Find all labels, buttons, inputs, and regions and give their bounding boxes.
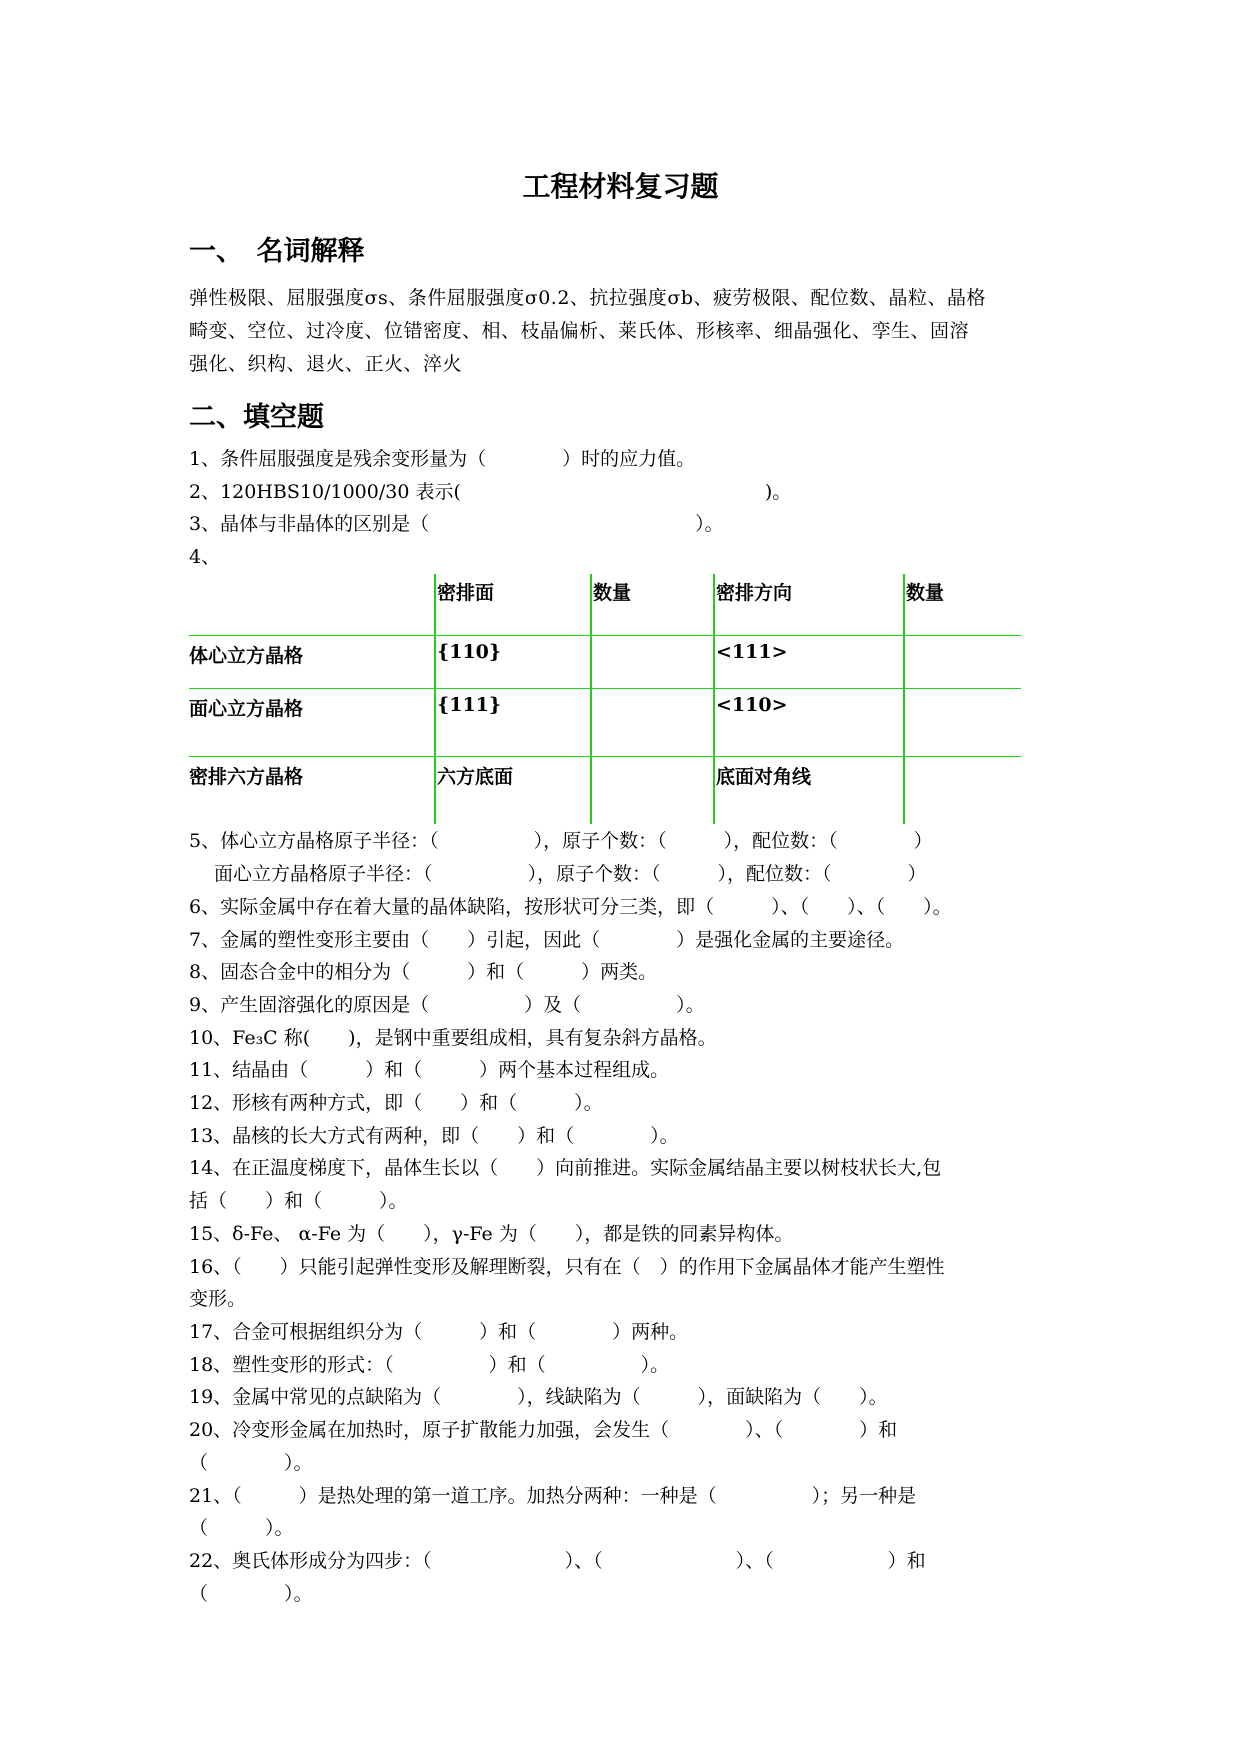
question: 15、δ-Fe、 α-Fe 为（ ），γ-Fe 为（ ），都是铁的同素异构体。 — [189, 1223, 794, 1245]
table-cell: {111} — [437, 694, 502, 716]
question: 14、在正温度梯度下，晶体生长以（ ）向前推进。实际金属结晶主要以树枝状长大,包 — [189, 1157, 942, 1179]
question: 4、 — [189, 546, 221, 568]
question: 22、奥氏体形成分为四步：（ ）、（ ）、（ ）和 — [189, 1550, 926, 1572]
table-cell: 六方底面 — [437, 766, 514, 788]
question: 12、形核有两种方式，即（ ）和（ ）。 — [189, 1092, 603, 1114]
table-row-label: 密排六方晶格 — [189, 766, 304, 788]
question: 17、合金可根据组织分为（ ）和（ ）两种。 — [189, 1321, 689, 1343]
table-cell: <110> — [716, 694, 788, 716]
question: （ ）。 — [189, 1517, 294, 1539]
question: （ ）。 — [189, 1452, 313, 1474]
table-rule — [713, 574, 715, 824]
question: 19、金属中常见的点缺陷为（ ），线缺陷为（ ），面缺陷为（ ）。 — [189, 1386, 888, 1408]
question: 5、体心立方晶格原子半径：（ ），原子个数：（ ），配位数：（ ） — [189, 830, 933, 852]
table-rule — [189, 635, 1021, 636]
question: 18、塑性变形的形式：（ ）和（ ）。 — [189, 1354, 670, 1376]
terms-line: 强化、织构、退火、正火、淬火 — [189, 353, 463, 375]
page-title: 工程材料复习题 — [522, 170, 719, 203]
section-heading-fill-blank: 二、填空题 — [189, 402, 324, 433]
question: 11、结晶由（ ）和（ ）两个基本过程组成。 — [189, 1059, 670, 1081]
question: 13、晶核的长大方式有两种，即（ ）和（ ）。 — [189, 1125, 679, 1147]
question: （ ）。 — [189, 1583, 313, 1605]
table-cell: {110} — [437, 641, 502, 663]
table-header: 数量 — [593, 582, 632, 604]
question: 括（ ）和（ ）。 — [189, 1190, 408, 1212]
question: 20、冷变形金属在加热时，原子扩散能力加强，会发生（ ）、（ ）和 — [189, 1419, 898, 1441]
question: 16、（ ）只能引起弹性变形及解理断裂，只有在（ ）的作用下金属晶体才能产生塑性 — [189, 1256, 945, 1278]
table-rule — [189, 688, 1021, 689]
table-row-label: 面心立方晶格 — [189, 698, 304, 720]
table-rule — [903, 574, 905, 824]
terms-paragraph — [189, 282, 1065, 381]
table-cell: 底面对角线 — [716, 766, 812, 788]
terms-line: 弹性极限、屈服强度σs、条件屈服强度σ0.2、抗拉强度σb、疲劳极限、配位数、晶粒、晶格 — [189, 287, 987, 309]
table-cell: <111> — [716, 641, 788, 663]
question: 9、产生固溶强化的原因是（ ）及（ ）。 — [189, 994, 705, 1016]
table-header: 密排方向 — [716, 582, 793, 604]
question: 2、120HBS10/1000/30 表示( )。 — [189, 481, 792, 503]
terms-line: 畸变、空位、过冷度、位错密度、相、枝晶偏析、莱氏体、形核率、细晶强化、孪生、固溶 — [189, 320, 970, 342]
table-rule — [434, 574, 436, 824]
question: 7、金属的塑性变形主要由（ ）引起，因此（ ）是强化金属的主要途径。 — [189, 929, 905, 951]
question: 21、（ ）是热处理的第一道工序。加热分两种：一种是（ ）；另一种是 — [189, 1485, 917, 1507]
table-rule — [590, 574, 592, 824]
question: 6、实际金属中存在着大量的晶体缺陷，按形状可分三类，即（ ）、（ ）、（ ）。 — [189, 896, 952, 918]
question: 变形。 — [189, 1288, 247, 1310]
question: 面心立方晶格原子半径：（ ），原子个数：（ ），配位数：（ ） — [189, 863, 927, 885]
table-header: 数量 — [906, 582, 945, 604]
section-heading-terms: 一、 名词解释 — [189, 236, 365, 267]
table-header: 密排面 — [437, 582, 495, 604]
question: 8、固态合金中的相分为（ ）和（ ）两类。 — [189, 961, 658, 983]
question: 3、晶体与非晶体的区别是（ ）。 — [189, 513, 724, 535]
table-row-label: 体心立方晶格 — [189, 645, 304, 667]
table-rule — [189, 756, 1021, 757]
question: 1、条件屈服强度是残余变形量为（ ）时的应力值。 — [189, 448, 696, 470]
question: 10、Fe₃C 称( )，是钢中重要组成相，具有复杂斜方晶格。 — [189, 1027, 717, 1049]
